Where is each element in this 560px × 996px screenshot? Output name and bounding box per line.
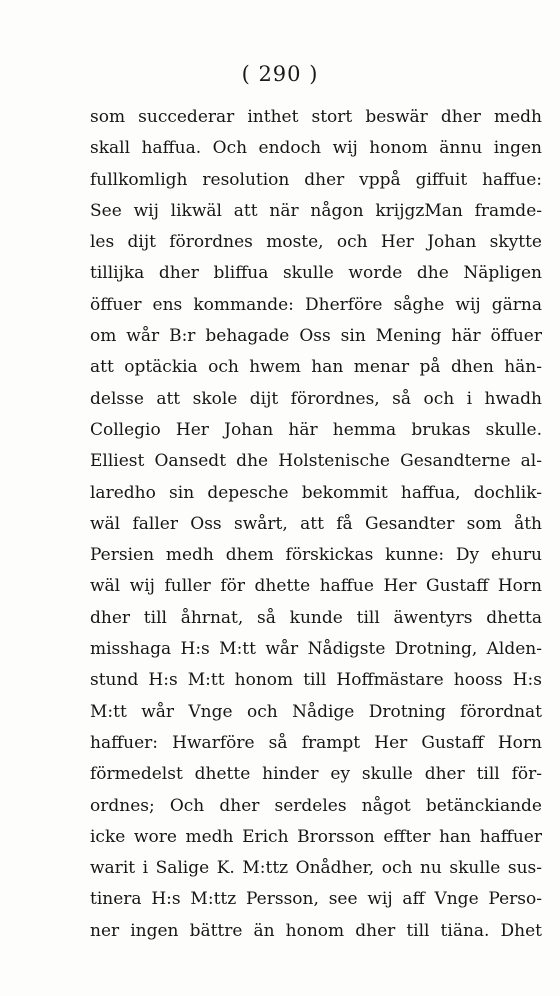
text-line: tinera H:s M:ttz Persson, see wij aff Vnge Perso- xyxy=(90,889,542,910)
text-line: laredho sin depesche bekommit haffua, dochlik- xyxy=(90,482,542,503)
text-line: icke wore medh Erich Brorsson effter han haffuer xyxy=(90,826,542,847)
text-line: öffuer ens kommande: Dherföre såghe wij gärna xyxy=(90,294,542,315)
text-line: fullkomligh resolution dher vppå giffuit haffue: xyxy=(90,169,542,190)
text-line: wäl wij fuller för dhette haffue Her Gustaff Horn xyxy=(90,576,542,597)
text-line: See wij likwäl att när någon krijgzMan framde- xyxy=(90,200,542,221)
text-line: Collegio Her Johan här hemma brukas skulle. xyxy=(90,419,542,440)
text-line: ner ingen bättre än honom dher till tiäna. Dhet xyxy=(90,920,542,941)
text-line: ordnes; Och dher serdeles något betänckiande xyxy=(90,795,542,816)
text-line: stund H:s M:tt honom till Hoffmästare hooss H:s xyxy=(90,670,542,691)
text-line: delsse att skole dijt förordnes, så och i hwadh xyxy=(90,388,542,409)
text-line: Elliest Oansedt dhe Holstenische Gesandterne al- xyxy=(90,451,542,472)
body-text xyxy=(90,102,542,947)
text-line: wäl faller Oss swårt, att få Gesandter som åth xyxy=(90,513,542,534)
page-number: ( 290 ) xyxy=(241,62,319,86)
text-line: warit i Salige K. M:ttz Onådher, och nu skulle sus- xyxy=(90,858,542,879)
text-line: M:tt wår Vnge och Nådige Drotning förordnat xyxy=(90,701,542,722)
text-line: som succederar inthet stort beswär dher medh xyxy=(90,107,542,127)
text-line: les dijt förordnes moste, och Her Johan skytte xyxy=(90,232,542,253)
text-line: tillijka dher bliffua skulle worde dhe Näpligen xyxy=(90,263,542,284)
text-line: haffuer: Hwarföre så frampt Her Gustaff Horn xyxy=(90,732,542,753)
text-line: om wår B:r behagade Oss sin Mening här öffuer xyxy=(90,326,542,347)
text-line: Persien medh dhem förskickas kunne: Dy ehuru xyxy=(90,545,542,566)
text-line: att optäckia och hwem han menar på dhen hän- xyxy=(90,357,542,378)
text-line: dher till åhrnat, så kunde till äwentyrs dhetta xyxy=(90,607,542,628)
text-line: skall haffua. Och endoch wij honom ännu ingen xyxy=(90,138,542,159)
text-line: misshaga H:s M:tt wår Nådigste Drotning, Alden- xyxy=(90,639,542,660)
text-line: förmedelst dhette hinder ey skulle dher till för- xyxy=(90,764,542,785)
